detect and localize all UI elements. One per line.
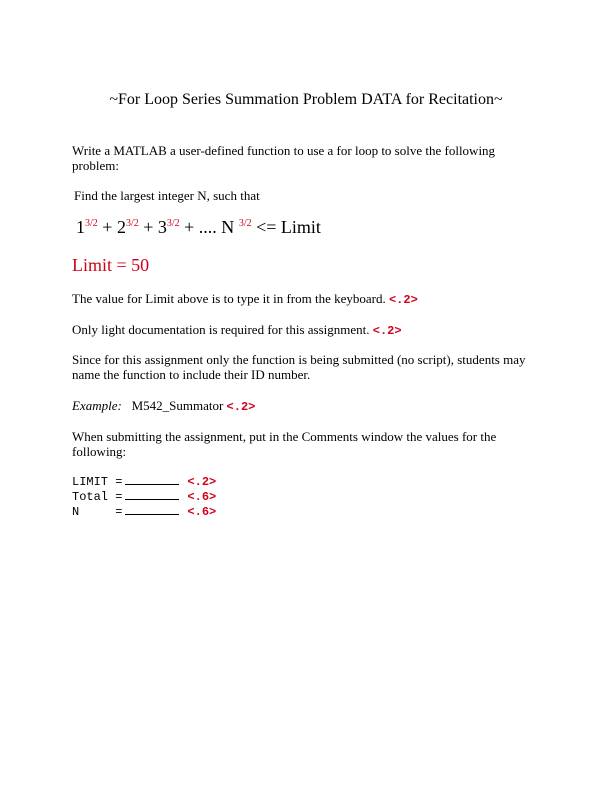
keyboard-text: The value for Limit above is to type it in from the keyboard. bbox=[72, 291, 386, 306]
answer-label: LIMIT = bbox=[72, 475, 123, 489]
exponent-1: 3/2 bbox=[85, 218, 98, 229]
exponent-3: 3/2 bbox=[166, 218, 180, 229]
submit-paragraph bbox=[72, 429, 540, 459]
points-badge: <.2> bbox=[388, 293, 418, 307]
intro-paragraph bbox=[72, 143, 540, 173]
term-3: 3 bbox=[157, 217, 167, 237]
points-badge: <.2> bbox=[226, 400, 256, 414]
points-badge: <.2> bbox=[372, 324, 402, 338]
submit-line-1: When submitting the assignment, put in the Comments window the values for the bbox=[72, 429, 497, 444]
limit-comparison: <= Limit bbox=[251, 217, 321, 237]
keyboard-paragraph bbox=[72, 291, 540, 308]
answer-blank bbox=[125, 473, 179, 485]
answer-row-n bbox=[72, 503, 216, 520]
answer-label: Total = bbox=[72, 490, 123, 504]
series-equation bbox=[76, 217, 321, 238]
plus-1: + bbox=[97, 217, 117, 237]
intro-line-1: Write a MATLAB a user-defined function to use a for loop to solve the following bbox=[72, 143, 496, 158]
since-line-1: Since for this assignment only the function is being submitted (no script), students may bbox=[72, 352, 526, 367]
plus-2: + bbox=[138, 217, 158, 237]
page-title: ~For Loop Series Summation Problem DATA for Recitation~ bbox=[109, 91, 503, 108]
answer-blank bbox=[125, 503, 179, 515]
documentation-paragraph bbox=[72, 322, 540, 339]
term-2: 2 bbox=[116, 217, 126, 237]
exponent-n: 3/2 bbox=[238, 218, 252, 229]
since-paragraph bbox=[72, 352, 540, 382]
submit-line-2: following: bbox=[72, 444, 127, 459]
answer-blank bbox=[125, 488, 179, 500]
limit-value: Limit = 50 bbox=[72, 255, 150, 275]
exponent-2: 3/2 bbox=[125, 218, 139, 229]
answer-label: N = bbox=[72, 505, 123, 519]
intro-line-2: problem: bbox=[72, 158, 119, 173]
ellipsis-n: + .... N bbox=[179, 217, 239, 237]
example-label: Example: bbox=[72, 398, 122, 413]
find-statement: Find the largest integer N, such that bbox=[74, 188, 260, 203]
points-badge: <.6> bbox=[187, 505, 217, 519]
documentation-text: Only light documentation is required for this assignment. bbox=[72, 322, 370, 337]
example-paragraph bbox=[72, 398, 540, 415]
term-1: 1 bbox=[76, 217, 85, 237]
points-badge: <.6> bbox=[187, 490, 217, 504]
example-value: M542_Summator bbox=[131, 398, 224, 413]
points-badge: <.2> bbox=[187, 475, 217, 489]
since-line-2: name the function to include their ID number. bbox=[72, 367, 311, 382]
